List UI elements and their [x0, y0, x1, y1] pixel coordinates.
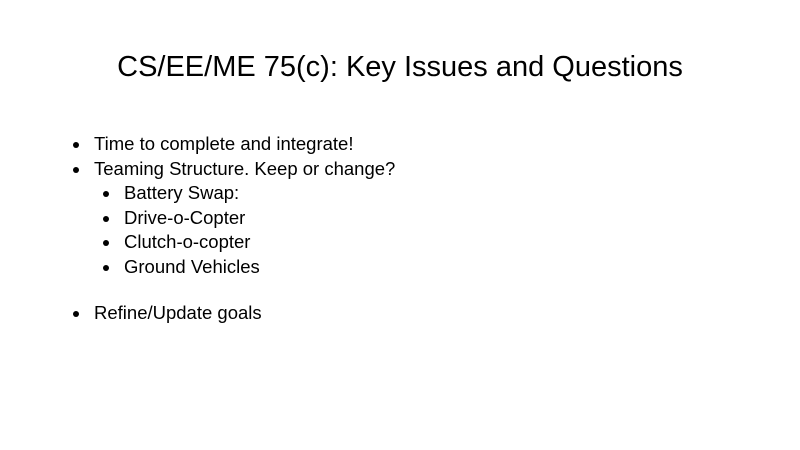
bullet-item — [72, 301, 752, 326]
bullet-icon — [73, 167, 79, 173]
bullet-icon — [103, 240, 109, 246]
sub-bullet-item — [72, 181, 752, 206]
sub-bullet-item — [72, 206, 752, 231]
sub-bullet-item — [72, 255, 752, 280]
slide-title: CS/EE/ME 75(c): Key Issues and Questions — [117, 51, 683, 83]
bullet-icon — [103, 216, 109, 222]
bullet-item — [72, 157, 752, 182]
bullet-text: Refine/Update goals — [94, 302, 262, 323]
sub-bullet-item — [72, 230, 752, 255]
bullet-icon — [73, 311, 79, 317]
bullet-icon — [73, 142, 79, 148]
bullet-icon — [103, 265, 109, 271]
sub-bullet-text: Drive-o-Copter — [124, 206, 246, 228]
bullet-list — [72, 132, 752, 326]
bullet-icon — [103, 191, 109, 197]
sub-bullet-text: Clutch-o-copter — [124, 231, 251, 252]
bullet-item — [72, 132, 752, 157]
sub-bullet-text: Battery Swap: — [124, 182, 240, 203]
bullet-text: Time to complete and integrate! — [94, 133, 354, 154]
bullet-text: Teaming Structure. Keep or change? — [94, 157, 396, 179]
sub-bullet-text: Ground Vehicles — [124, 255, 260, 277]
